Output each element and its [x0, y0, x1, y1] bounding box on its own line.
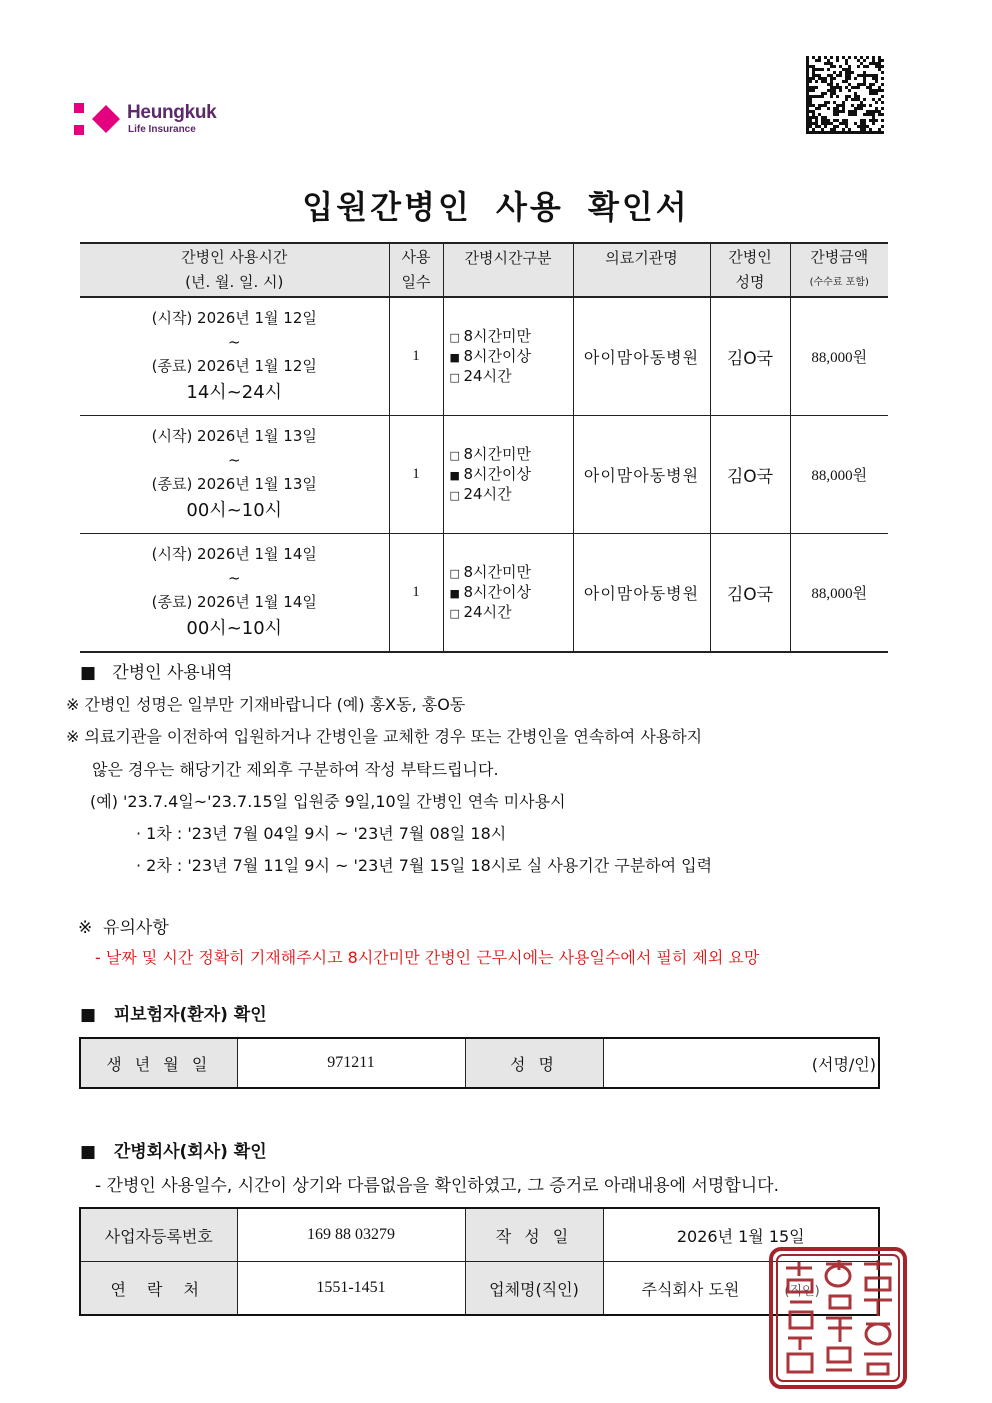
checkbox-icon: □ — [449, 330, 460, 344]
hours: 14시~24시 — [186, 381, 283, 403]
caregiver-cell: 김O국 — [710, 297, 790, 416]
seal-mark: (직인) — [784, 1283, 820, 1299]
company-row-1 — [80, 1208, 879, 1262]
checkbox-icon: □ — [449, 566, 460, 580]
caregiver-cell: 김O국 — [710, 416, 790, 534]
company-name-label: 업체명(직인) — [465, 1262, 603, 1316]
qr-code-icon — [806, 56, 884, 134]
usage-note-2: ※ 의료기관을 이전하여 입원하거나 간병인을 교체한 경우 또는 간병인을 연속하여 사용하지 — [66, 727, 703, 746]
signature-mark: (서명/인) — [811, 1054, 876, 1074]
reg-value: 169 88 03279 — [237, 1208, 465, 1262]
header-amount-line1: 간병금액 — [810, 248, 869, 266]
option-row — [450, 367, 573, 387]
option-label: 8시간미만 — [463, 326, 532, 345]
tilde: ~ — [227, 450, 241, 469]
birth-label: 생 년 월 일 — [80, 1038, 237, 1088]
category-cell — [443, 297, 573, 416]
company-table — [79, 1207, 880, 1316]
header-caregiver — [710, 243, 790, 297]
header-hospital-label: 의료기관명 — [605, 249, 678, 267]
start-date: (시작) 2026년 1월 14일 — [151, 544, 317, 563]
table-row — [80, 297, 888, 416]
caregiver-cell: 김O국 — [710, 534, 790, 653]
company-row-2 — [80, 1262, 879, 1316]
header-period-line1: 간병인 사용시간 — [181, 248, 288, 266]
option-row — [450, 485, 573, 505]
header-period-line2: (년. 월. 일. 시) — [185, 273, 284, 291]
company-name-value: 주식회사 도원 — [641, 1279, 740, 1299]
table-row — [80, 416, 888, 534]
period-cell — [80, 534, 389, 653]
start-date: (시작) 2026년 1월 12일 — [151, 308, 317, 327]
period-cell — [80, 416, 389, 534]
contact-value: 1551-1451 — [237, 1262, 465, 1316]
option-row — [450, 563, 573, 583]
checkbox-icon: □ — [449, 606, 460, 620]
header-days-line1: 사용 — [401, 248, 431, 266]
usage-note-1: ※ 간병인 성명은 일부만 기재바랍니다 (예) 홍X동, 홍O동 — [66, 695, 466, 714]
option-label: 8시간이상 — [463, 464, 532, 483]
option-label: 24시간 — [463, 484, 512, 503]
amount-cell: 88,000원 — [790, 297, 888, 416]
period-cell — [80, 297, 389, 416]
caution-heading: ※ 유의사항 — [78, 918, 169, 938]
logo-mark-icon — [72, 102, 122, 136]
header-days-line2: 일수 — [401, 273, 431, 291]
hours: 00시~10시 — [186, 499, 283, 521]
usage-example: (예) '23.7.4일~'23.7.15일 입원중 9일,10일 간병인 연속 미사용시 — [90, 792, 566, 811]
option-label: 8시간이상 — [463, 346, 532, 365]
end-date: (종료) 2026년 1월 13일 — [151, 474, 317, 493]
header-caregiver-line2: 성명 — [735, 273, 765, 291]
option-row — [450, 603, 573, 623]
option-label: 8시간미만 — [463, 444, 532, 463]
end-date: (종료) 2026년 1월 14일 — [151, 592, 317, 611]
caregiver-usage-table — [80, 242, 888, 653]
company-seal-icon — [768, 1246, 908, 1390]
option-label: 24시간 — [463, 366, 512, 385]
checkbox-checked-icon: ■ — [449, 468, 460, 482]
birth-value: 971211 — [237, 1038, 465, 1088]
days-cell: 1 — [389, 297, 443, 416]
amount-cell: 88,000원 — [790, 534, 888, 653]
category-cell — [443, 534, 573, 653]
end-date: (종료) 2026년 1월 12일 — [151, 356, 317, 375]
checkbox-checked-icon: ■ — [449, 586, 460, 600]
document-title: 입원간병인 사용 확인서 — [302, 188, 690, 226]
name-label: 성 명 — [465, 1038, 603, 1088]
header-period — [80, 243, 389, 297]
tilde: ~ — [227, 568, 241, 587]
checkbox-checked-icon: ■ — [449, 350, 460, 364]
company-heading: ■ 간병회사(회사) 확인 — [80, 1142, 267, 1162]
tilde: ~ — [227, 332, 241, 351]
option-row — [450, 583, 573, 603]
insured-row — [80, 1038, 879, 1088]
company-statement: - 간병인 사용일수, 시간이 상기와 다름없음을 확인하였고, 그 증거로 아래내용에 서명합니다. — [95, 1176, 779, 1196]
option-row — [450, 327, 573, 347]
option-row — [450, 445, 573, 465]
hours: 00시~10시 — [186, 617, 283, 639]
usage-example-1: · 1차 : '23년 7월 04일 9시 ~ '23년 7월 08일 18시 — [136, 824, 507, 843]
logo-name: Heungkuk — [127, 102, 217, 123]
usage-heading: ■ 간병인 사용내역 — [80, 663, 233, 683]
option-label: 8시간미만 — [463, 562, 532, 581]
category-cell — [443, 416, 573, 534]
insured-table — [79, 1037, 880, 1089]
header-amount — [790, 243, 888, 297]
table-header-row — [80, 243, 888, 297]
insured-heading: ■ 피보험자(환자) 확인 — [80, 1005, 267, 1025]
hospital-cell: 아이맘아동병원 — [573, 297, 710, 416]
option-label: 8시간이상 — [463, 582, 532, 601]
checkbox-icon: □ — [449, 488, 460, 502]
header-category — [443, 243, 573, 297]
company-logo — [72, 100, 242, 140]
usage-example-2: · 2차 : '23년 7월 11일 9시 ~ '23년 7월 15일 18시로 실 사용기간 구분하여 입력 — [136, 856, 713, 875]
days-cell: 1 — [389, 534, 443, 653]
header-caregiver-line1: 간병인 — [728, 248, 772, 266]
date-label: 작 성 일 — [465, 1208, 603, 1262]
header-days — [389, 243, 443, 297]
option-row — [450, 465, 573, 485]
days-cell: 1 — [389, 416, 443, 534]
usage-note-2b: 않은 경우는 해당기간 제외후 구분하여 작성 부탁드립니다. — [92, 760, 499, 779]
option-row — [450, 347, 573, 367]
caution-text: - 날짜 및 시간 정확히 기재해주시고 8시간미만 간병인 근무시에는 사용일수에서 필히 제외 요망 — [95, 948, 760, 967]
checkbox-icon: □ — [449, 370, 460, 384]
hospital-cell: 아이맘아동병원 — [573, 416, 710, 534]
date-value: 2026년 1월 15일 — [603, 1208, 879, 1262]
header-amount-line2: (수수료 포함) — [809, 277, 869, 288]
header-category-label: 간병시간구분 — [464, 249, 552, 267]
hospital-cell: 아이맘아동병원 — [573, 534, 710, 653]
header-hospital — [573, 243, 710, 297]
signature-field[interactable] — [603, 1038, 879, 1088]
checkbox-icon: □ — [449, 448, 460, 462]
table-row — [80, 534, 888, 653]
logo-subtitle: Life Insurance — [128, 124, 196, 135]
contact-label: 연 락 처 — [80, 1262, 237, 1316]
amount-cell: 88,000원 — [790, 416, 888, 534]
reg-label: 사업자등록번호 — [80, 1208, 237, 1262]
option-label: 24시간 — [463, 602, 512, 621]
start-date: (시작) 2026년 1월 13일 — [151, 426, 317, 445]
